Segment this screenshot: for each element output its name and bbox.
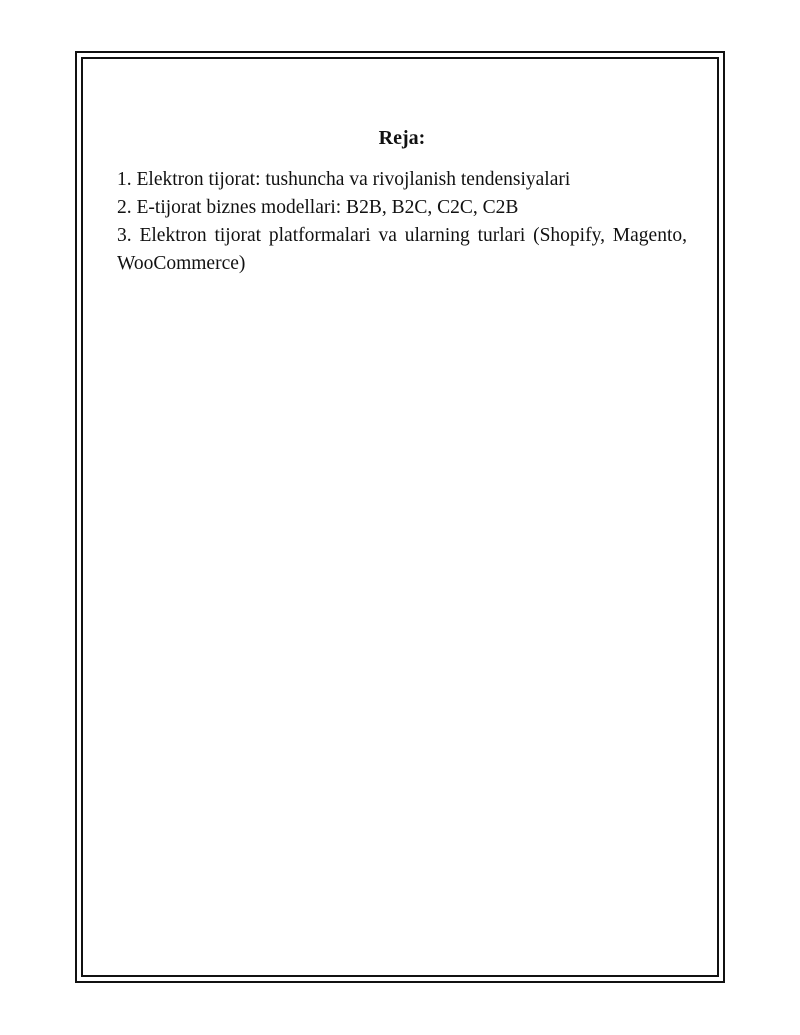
page-content: [117, 124, 687, 278]
plan-list: [117, 166, 687, 278]
plan-item-1: 1. Elektron tijorat: tushuncha va rivojlanish tendensiyalari: [117, 169, 571, 190]
plan-item-2: 2. E-tijorat biznes modellari: B2B, B2C, C2C, C2B: [117, 197, 519, 218]
plan-item-3: 3. Elektron tijorat platformalari va ularning turlari (Shopify, Magento, WooCommerce): [117, 225, 687, 274]
plan-title: Reja:: [378, 127, 426, 149]
